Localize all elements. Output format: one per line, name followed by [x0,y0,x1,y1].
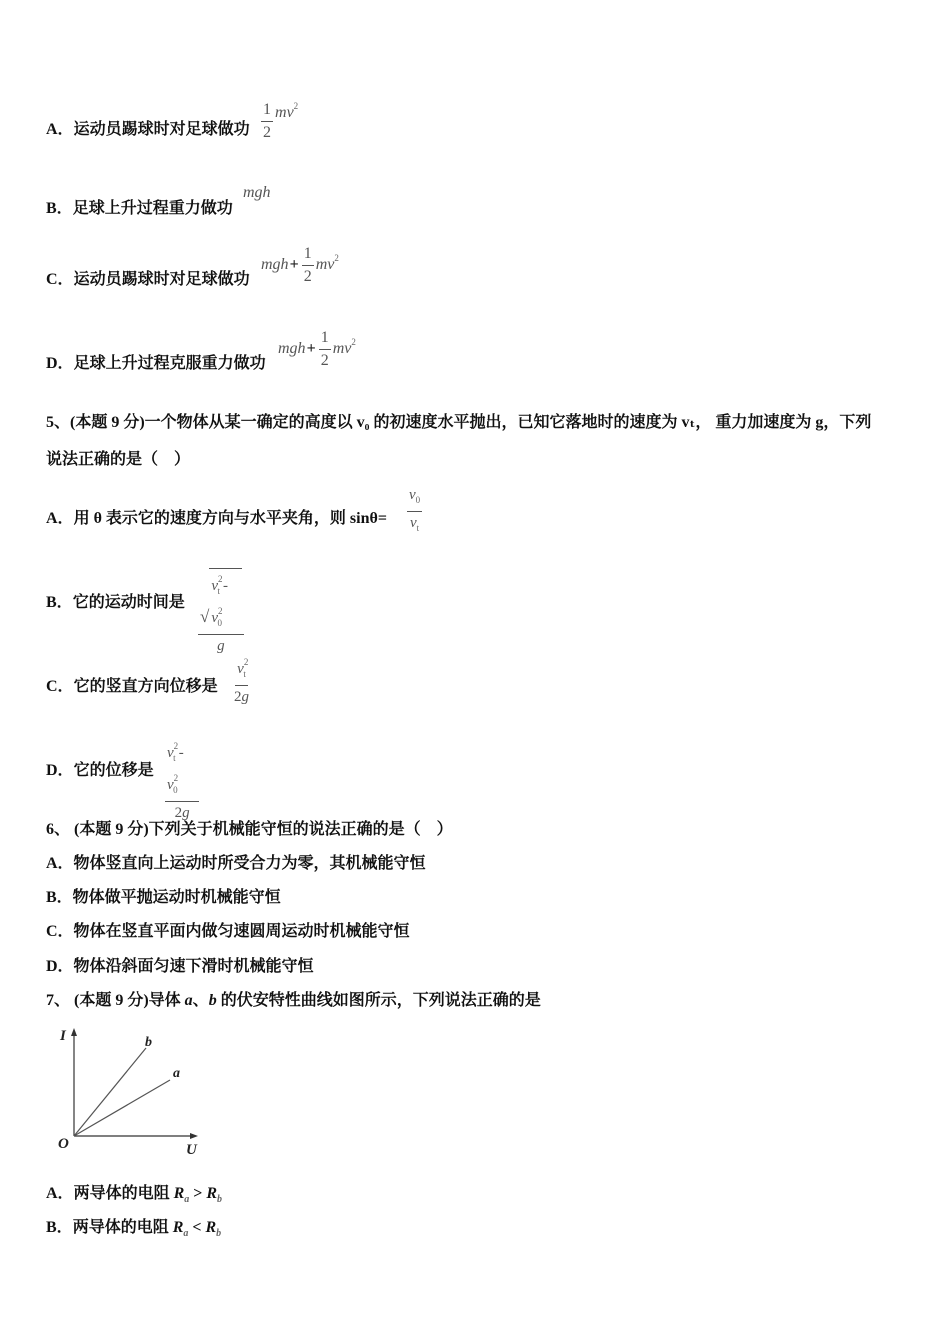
q7-option-a: A．两导体的电阻 $R_a > R_b$ [46,1185,223,1205]
q6-option-c: C．物体在竖直平面内做匀速圆周运动时机械能守恒 [46,923,410,940]
option-text: 足球上升过程克服重力做功 [73,355,266,372]
x-axis-label: U [186,1142,197,1158]
q4-option-d [46,354,266,374]
x-axis-arrow-icon [190,1133,198,1139]
denominator: 2 [263,124,271,141]
q6-option-d: D．物体沿斜面匀速下滑时机械能守恒 [46,958,314,975]
numerator: $v_0$ [407,485,422,512]
formula-mgh-plus-half-mv2 [261,244,339,287]
mv-term: $mv^2$ [332,337,356,358]
plus-sign: + [289,256,299,274]
formula-vt2-over-2g [230,652,253,707]
option-text: 它的运动时间是 [72,594,185,611]
sqrt-icon: √ [200,607,210,626]
line-b-label: b [145,1035,152,1050]
option-text: 它的位移是 [73,762,154,779]
plus-sign: + [306,340,316,358]
radicand: $v^2_t$ $-v^2_0$ [209,568,241,633]
mv-term: $mv^2$ [315,253,339,274]
numerator: $v^2_t$ [235,652,248,686]
q7-stem: 7、 (本题 9 分)导体 a、b 的伏安特性曲线如图所示，下列说法正确的是 [46,992,541,1009]
denominator: $v_t$ [409,515,420,533]
fraction [302,244,314,287]
fraction [407,485,422,538]
numerator: 1 [319,328,331,350]
iv-characteristic-graph [50,1020,210,1160]
option-label: B． [46,200,73,217]
formula-mgh: mgh [243,184,271,201]
line-a-label: a [173,1066,180,1081]
q6-option-b: B．物体做平抛运动时机械能守恒 [46,889,281,906]
fraction [319,328,331,371]
q5-stem-line1: 5、(本题 9 分)一个物体从某一确定的高度以 v₀ 的初速度水平抛出，已知它落地时的速度为 vₜ， 重力加速度为 g，下列 [46,414,872,431]
q4-option-c [46,270,250,290]
line-b [74,1048,146,1136]
q5-option-a [46,509,387,529]
denominator: g [217,638,225,654]
denominator: 2 [320,352,329,369]
origin-label: O [58,1136,69,1152]
option-text: 两导体的电阻 [73,1185,174,1202]
option-label: D． [46,355,74,372]
formula-v0-over-vt [405,485,424,538]
q4-option-b [46,199,233,219]
q4-option-a [46,120,250,140]
formula-half-mv2 [259,100,298,143]
q6-option-a: A．物体竖直向上运动时所受合力为零，其机械能守恒 [46,855,426,872]
denominator: 2g [174,805,190,821]
denominator: 2 [303,268,312,285]
option-label: C． [46,678,74,695]
q6-stem: 6、 (本题 9 分)下列关于机械能守恒的说法正确的是（ ） [46,821,453,838]
option-text: 用 θ 表示它的速度方向与水平夹角，则 sinθ= [73,510,387,527]
option-label: A． [46,510,74,527]
mv-term: $mv^2$ [275,101,299,122]
fraction [261,100,273,143]
q5-option-c [46,677,218,697]
line-a [74,1080,170,1136]
mgh-term: mgh [278,340,306,358]
q5-stem-line2: 说法正确的是（ ） [46,451,191,468]
fraction [232,652,251,707]
option-label: A． [46,121,74,138]
mgh-term: mgh [261,256,289,274]
numerator: 1 [302,244,314,266]
q5-option-b [46,593,185,613]
fraction [198,568,244,656]
formula-mgh-plus-half-mv2-d [278,328,356,371]
option-label: D． [46,762,74,779]
denominator: 2g [234,689,249,705]
option-label: B． [46,1219,73,1236]
option-label: A． [46,1185,74,1202]
fraction [165,736,199,823]
numerator: 1 [261,100,273,122]
option-text: 运动员踢球时对足球做功 [73,271,250,288]
formula-displacement [163,736,201,823]
option-label: B． [46,594,73,611]
numerator: $v^2_t$ $-v^2_0$ [165,736,199,802]
q7-option-b: B．两导体的电阻 $R_a < R_b$ [46,1219,222,1239]
y-axis-arrow-icon [71,1028,77,1036]
option-text: 两导体的电阻 [72,1219,173,1236]
option-text: 它的竖直方向位移是 [73,678,218,695]
y-axis-label: I [60,1028,66,1044]
option-text: 运动员踢球时对足球做功 [73,121,250,138]
numerator [198,568,244,635]
option-label: C． [46,271,74,288]
option-text: 足球上升过程重力做功 [72,200,233,217]
formula-time [196,568,246,656]
q5-option-d [46,761,154,781]
